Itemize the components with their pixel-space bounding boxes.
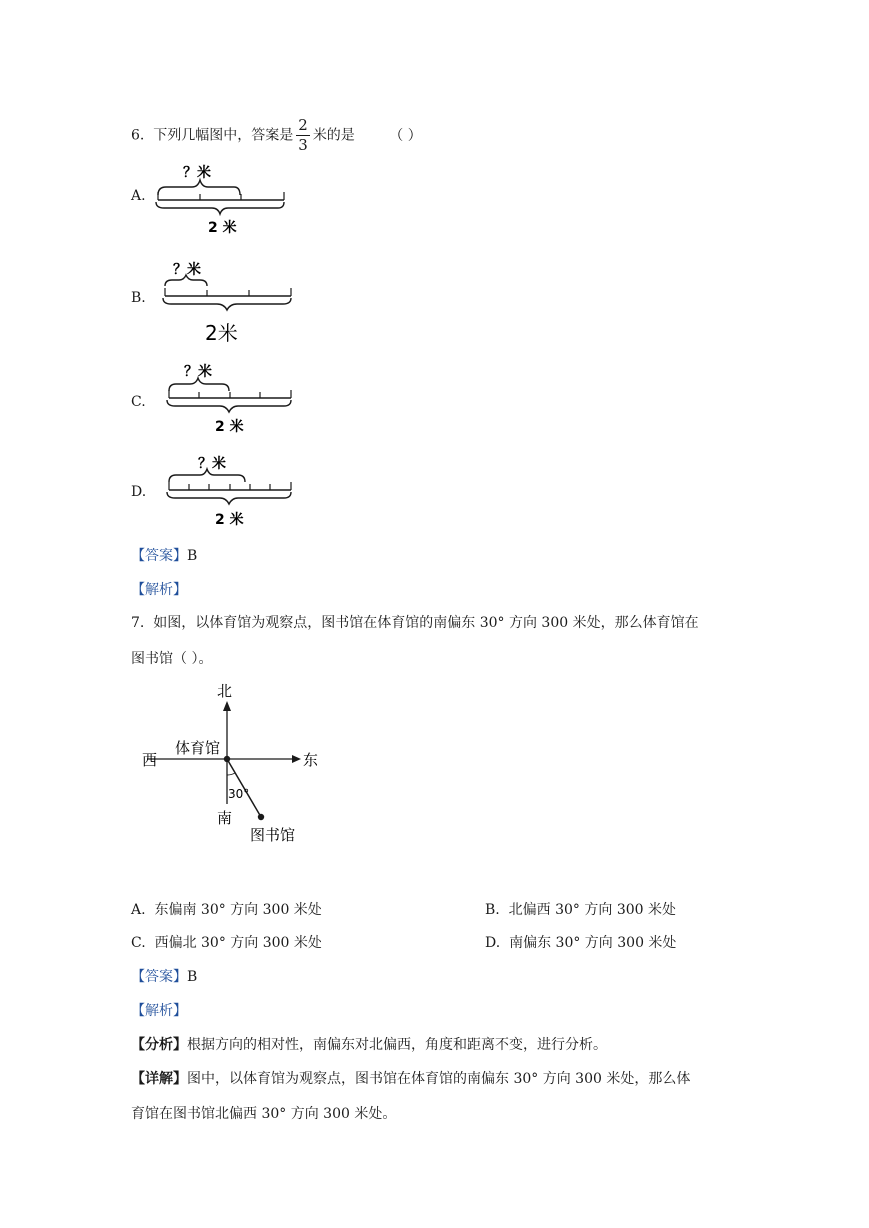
q6-option-d-top-label: ？米 [198,456,226,472]
q7-stem-line2: 图书馆（ ）。 [131,651,213,667]
q7-label-origin: 体育馆 [175,739,221,757]
q6-fraction-numerator: 2 [298,116,308,134]
q6-stem-before: 下列几幅图中，答案是 [153,127,294,144]
q7-option-a-letter: A. [131,902,146,918]
q7-option-b-text: 北偏西 30° 方向 300 米处 [508,902,676,918]
q6-option-a-diagram [150,158,300,240]
q7-xiangjie-tag: 【详解】 [131,1071,187,1087]
q7-label-west: 西 [142,751,158,769]
q7-fenxi [131,1034,607,1054]
q6-answer-value: B [187,548,198,564]
q6-answer [131,545,197,565]
q7-direction-diagram [135,680,325,848]
q6-stem [131,118,422,153]
q7-option-d [485,932,676,952]
q6-option-b-top-label: ？米 [173,262,201,278]
q7-option-b [485,899,676,919]
q7-option-a [131,899,322,919]
q6-fraction-denominator: 3 [298,136,308,154]
q7-xiangjie-line1: 图中，以体育馆为观察点，图书馆在体育馆的南偏东 30° 方向 300 米处，那么体 [187,1071,691,1087]
q7-xiangjie-line2: 育馆在图书馆北偏西 30° 方向 300 米处。 [131,1106,397,1122]
q7-answer [131,966,197,986]
q6-option-d-diagram [160,450,300,532]
q6-option-c-bottom-label: 2 米 [215,419,244,435]
q6-option-c-letter: C. [131,394,146,410]
q7-answer-value: B [187,969,198,985]
q7-option-b-letter: B. [485,902,500,918]
q6-analysis-tag: 【解析】 [131,582,187,598]
q7-label-east: 东 [303,751,319,769]
q7-fenxi-text: 根据方向的相对性，南偏东对北偏西，角度和距离不变，进行分析。 [187,1037,607,1053]
q6-option-b-diagram [155,256,300,348]
q6-blank: （ ） [389,127,422,144]
q6-answer-tag: 【答案】 [131,548,187,564]
q7-stem-line1 [131,612,699,632]
q6-fraction [296,118,310,153]
q7-option-d-text: 南偏东 30° 方向 300 米处 [509,935,677,951]
q7-analysis-tag: 【解析】 [131,1003,187,1019]
q7-label-target: 图书馆 [250,826,296,844]
q7-label-north: 北 [217,682,233,700]
q6-option-c-diagram [160,358,300,440]
q6-option-d-bottom-label: 2 米 [215,512,244,528]
q7-number: 7. [131,615,145,631]
q6-number: 6. [131,127,145,144]
q7-option-c-text: 西偏北 30° 方向 300 米处 [154,935,322,951]
q7-option-d-letter: D. [485,935,501,951]
q7-option-a-text: 东偏南 30° 方向 300 米处 [154,902,322,918]
q6-option-a-letter: A. [131,188,146,204]
q6-option-c-top-label: ？米 [184,364,212,380]
q7-label-angle: 30° [228,787,250,801]
q6-stem-after: 米的是 [312,127,355,144]
q7-option-c [131,932,322,952]
q6-option-a-top-label: ？米 [183,165,211,181]
q7-xiangjie [131,1068,690,1088]
q7-label-south: 南 [217,809,233,827]
q6-option-b-letter: B. [131,290,146,306]
q7-fenxi-tag: 【分析】 [131,1037,187,1053]
q6-option-b-bottom-label: 2米 [205,321,238,345]
q7-option-c-letter: C. [131,935,146,951]
q7-answer-tag: 【答案】 [131,969,187,985]
q6-option-a-bottom-label: 2 米 [208,220,237,236]
q6-option-d-letter: D. [131,484,147,500]
q7-stem-line1-text: 如图，以体育馆为观察点，图书馆在体育馆的南偏东 30° 方向 300 米处，那么体育馆在 [153,615,699,631]
